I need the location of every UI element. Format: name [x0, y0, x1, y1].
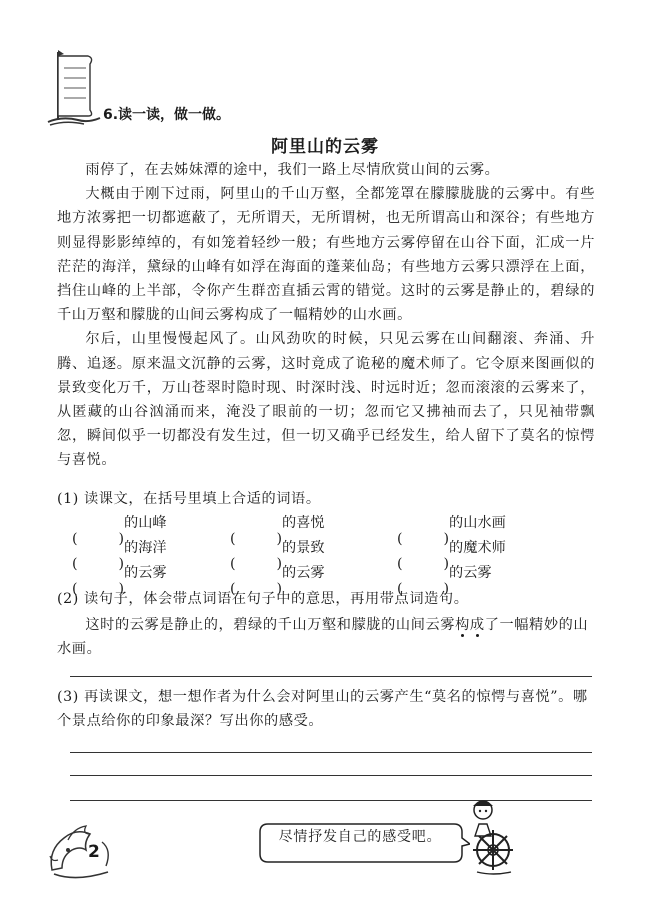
answer-line[interactable] — [70, 752, 592, 753]
answer-line[interactable] — [70, 775, 592, 776]
blank-suffix: 的云雾 — [124, 565, 167, 581]
passage-paragraph: 雨停了，在去姊妹潭的途中，我们一路上尽情欣赏山间的云雾。 — [85, 162, 500, 178]
reading-passage — [57, 158, 595, 473]
passage-title: 阿里山的云雾 — [271, 137, 379, 157]
blank-row — [72, 536, 572, 561]
blank-row — [72, 561, 572, 586]
blank-suffix: 的海洋 — [124, 540, 167, 556]
passage-paragraph: 尔后，山里慢慢起风了。山风劲吹的时候，只见云雾在山间翻滚、奔涌、升腾、追逐。原来温文沉静的云雾，这时竟成了诡秘的魔术师了。它令原来图画似的景致变化万千，万山苍翠时隐时现、时深时浅、时远时近；忽而滚滚的云雾来了，从匿藏的山谷汹涌而来，淹没了眼前的一切；忽而它又拂袖而去了，只见袖带飘忽，瞬间似乎一切都没有发生过，但一切又确乎已经发生，给人留下了莫名的惊愕与喜悦。 — [57, 331, 595, 469]
blank-row — [72, 511, 572, 536]
blank-suffix: 的云雾 — [282, 565, 325, 581]
blank-suffix: 的魔术师 — [449, 540, 506, 556]
sentence-part: 了一幅精妙的山水画。 — [57, 617, 589, 657]
blank-suffix: 的山水画 — [449, 515, 506, 531]
question-2-sentence — [57, 613, 597, 661]
passage-paragraph: 大概由于刚下过雨，阿里山的千山万壑，全都笼罩在朦朦胧胧的云雾中。有些地方浓雾把一切都遮蔽了，无所谓天，无所谓树，也无所谓高山和深谷；有些地方则显得影影绰绰的，有如笼着轻纱一般；有些地方云雾停留在山谷下面，汇成一片茫茫的海洋，黛绿的山峰有如浮在海面的蓬莱仙岛；有些地方云雾只漂浮在上面，挡住山峰的上半部，令你产生群峦直插云霄的错觉。这时的云雾是静止的，碧绿的千山万壑和朦胧的山间云雾构成了一幅精妙的山水画。 — [57, 186, 595, 324]
blank-item[interactable] — [230, 561, 325, 586]
blank-item[interactable] — [72, 536, 167, 561]
blank-item[interactable] — [230, 511, 325, 536]
answer-line[interactable] — [70, 676, 592, 677]
sailor-with-wheel-icon — [455, 796, 525, 876]
exercise-heading: 6.读一读，做一做。 — [103, 107, 231, 123]
corner-decoration-icon — [46, 820, 116, 882]
blank-item[interactable] — [72, 561, 167, 586]
scroll-sign-icon — [44, 46, 102, 126]
sentence-part: 这时的云雾是静止的，碧绿的千山万壑和朦胧的山间云雾 — [85, 617, 456, 633]
question-2-prompt: (2) 读句子，体会带点词语在句子中的意思，再用带点词造句。 — [57, 591, 469, 607]
blank-suffix: 的景致 — [282, 540, 325, 556]
blank-item[interactable] — [397, 536, 506, 561]
blank-item[interactable] — [397, 511, 506, 536]
dotted-character: 成 — [469, 617, 485, 633]
blank-suffix: 的喜悦 — [282, 515, 325, 531]
question-1-prompt: (1) 读课文，在括号里填上合适的词语。 — [57, 491, 321, 507]
blank-item[interactable] — [397, 561, 492, 586]
question-3-prompt: (3) 再读课文，想一想作者为什么会对阿里山的云雾产生“莫名的惊愕与喜悦”。哪个景点给你的印象最深？写出你的感受。 — [57, 689, 588, 729]
page-number: 2 — [88, 842, 100, 862]
blank-suffix: 的云雾 — [449, 565, 492, 581]
blank-suffix: 的山峰 — [124, 515, 167, 531]
fill-in-blank-grid — [72, 511, 572, 586]
blank-item[interactable] — [72, 511, 167, 536]
encouragement-text: 尽情抒发自己的感受吧。 — [278, 829, 442, 845]
blank-item[interactable] — [230, 536, 325, 561]
dotted-character: 构 — [455, 617, 470, 633]
